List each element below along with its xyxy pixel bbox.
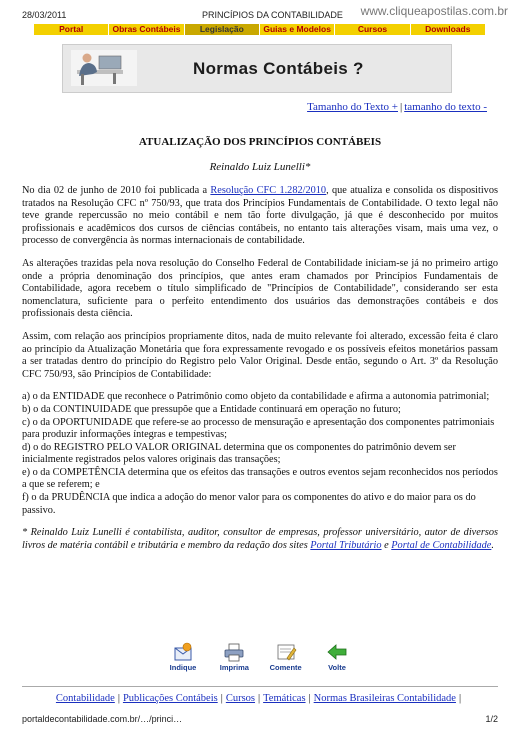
printer-icon [223, 642, 245, 662]
paragraph-1: No dia 02 de junho de 2010 foi publicada a Resolução CFC 1.282/2010, que atualiza e consolida os dispositivos tratados na Resolução CFC nº 750/93, que trata dos Princípios Fundamentais de Contabilidade. O texto legal não teve grande repercussão no meio contábil e nem tão forte divulgação, já que é desconhecido por muitos profissionais e acadêmicos dos cursos de ciências contábeis, no entanto tais alterações visam, mais uma vez, o processo de convergência às normas internacionais de contabilidade. [22, 185, 498, 247]
footer-separator: | [117, 693, 120, 704]
article-title: ATUALIZAÇÃO DOS PRINCÍPIOS CONTÁBEIS [138, 136, 382, 148]
nav-item-downloads[interactable]: Downloads [411, 24, 486, 35]
top-nav [34, 24, 486, 35]
footer-separator: | [308, 693, 311, 704]
nav-item-obras[interactable]: Obras Contábeis [109, 24, 184, 35]
watermark-site: www.cliqueapostilas.com.br [360, 4, 508, 18]
footer-link-normas[interactable]: Normas Brasileiras Contabilidade [313, 693, 456, 704]
action-icons [160, 642, 360, 678]
page-number: 1/2 [485, 714, 498, 724]
principle-item: e) o da COMPETÊNCIA determina que os efeitos das transações e outros eventos sejam reconhecidos nos períodos a que se referem; e [22, 466, 498, 491]
print-header [22, 4, 508, 20]
footer-link-cursos[interactable]: Cursos [225, 693, 256, 704]
footer-links [0, 693, 520, 704]
text-size-controls [307, 101, 487, 113]
person-at-desk-illustration [69, 48, 139, 88]
footer-link-tematicas[interactable]: Temáticas [263, 693, 306, 704]
nav-item-legislacao[interactable]: Legislação [185, 24, 260, 35]
paragraph-3: Assim, com relação aos princípios propriamente ditos, nada de muito relevante foi alterado, excessão feita é claro ao princípio da Atualização Monetária que fora expressamente revogado e os possíveis efeitos monetários passam a ser tratadas dentro do princípio do Registro pelo Valor Original. Desde então, segundo o Art. 3º da Resolução CFC 750/93, são Princípios de Contabilidade: [22, 330, 498, 380]
portal-contabilidade-link[interactable]: Portal de Contabilidade [391, 539, 492, 551]
resolution-link[interactable]: Resolução CFC 1.282/2010 [210, 185, 327, 196]
text-size-decrease-link[interactable]: tamanho do texto - [404, 101, 487, 113]
comment-label: Comente [269, 663, 302, 672]
footer-divider [22, 686, 498, 687]
section-banner [62, 44, 452, 93]
paragraph-2: As alterações trazidas pela nova resolução do Conselho Federal de Contabilidade iniciam-se já no primeiro artigo onde a própria denominação dos princípios, que antes eram chamados por Princípios Fundamentais de Contabilidade, agora recebem o título simplificado de "Princípios de Contabilidade", considerando ser esta nomenclatura, suficiente para o perfeito entendimento dos usuários das demonstrações contábeis e dos profissionais desta ciência. [22, 257, 498, 320]
recommend-label: Indique [169, 663, 197, 672]
back-button[interactable] [314, 642, 360, 678]
principle-item: f) o da PRUDÊNCIA que indica a adoção do menor valor para os componentes do ativo e do maior para os do passivo. [22, 492, 476, 516]
article-author: Reinaldo Luiz Lunelli* [209, 161, 311, 173]
text-size-separator: | [400, 101, 403, 113]
recommend-button[interactable] [160, 642, 206, 678]
principles-list [22, 391, 498, 517]
comment-button[interactable] [263, 642, 309, 678]
footer-link-publicacoes[interactable]: Publicações Contábeis [122, 693, 218, 704]
print-date: 28/03/2011 [22, 10, 67, 20]
article-body [22, 185, 498, 562]
nav-item-cursos[interactable]: Cursos [335, 24, 410, 35]
print-footer [22, 714, 498, 726]
banner-title: Normas Contábeis ? [193, 59, 364, 78]
principle-item: c) o da OPORTUNIDADE que refere-se ao processo de mensuração e apresentação dos componentes patrimoniais para produzir informações íntegras e tempestivas; [22, 416, 495, 441]
footer-separator: | [220, 693, 223, 704]
comment-icon [275, 642, 297, 662]
print-label: Imprima [219, 663, 249, 672]
print-page-title: PRINCÍPIOS DA CONTABILIDADE [202, 10, 343, 20]
back-arrow-icon [326, 642, 348, 662]
principle-item: b) o da CONTINUIDADE que pressupõe que a Entidade continuará em operação no futuro; [22, 403, 401, 415]
footer-separator: | [258, 693, 261, 704]
text-size-increase-link[interactable]: Tamanho do Texto + [307, 101, 398, 113]
back-label: Volte [328, 663, 346, 672]
print-button[interactable] [211, 642, 257, 678]
principle-item: a) o da ENTIDADE que reconhece o Patrimônio como objeto da contabilidade e afirma a autonomia patrimonial; [22, 391, 490, 403]
footer-link-contabilidade[interactable]: Contabilidade [55, 693, 115, 704]
nav-item-guias[interactable]: Guias e Modelos [260, 24, 335, 35]
print-url: portaldecontabilidade.com.br/…/princi… [22, 714, 183, 724]
recommend-icon [172, 642, 194, 662]
portal-tributario-link[interactable]: Portal Tributário [310, 539, 382, 551]
nav-item-portal[interactable]: Portal [34, 24, 109, 35]
footer-separator: | [458, 693, 462, 704]
principle-item: d) o do REGISTRO PELO VALOR ORIGINAL determina que os componentes do patrimônio devem ser inicialmente registrados pelos valores originais das transações; [22, 441, 456, 466]
author-note: * Reinaldo Luiz Lunelli é contabilista, auditor, consultor de empresas, professor universitário, autor de diversos livros de matéria contábil e tributária e membro da redação dos sites Portal Tributário e Portal de Contabilidade. [22, 527, 498, 551]
